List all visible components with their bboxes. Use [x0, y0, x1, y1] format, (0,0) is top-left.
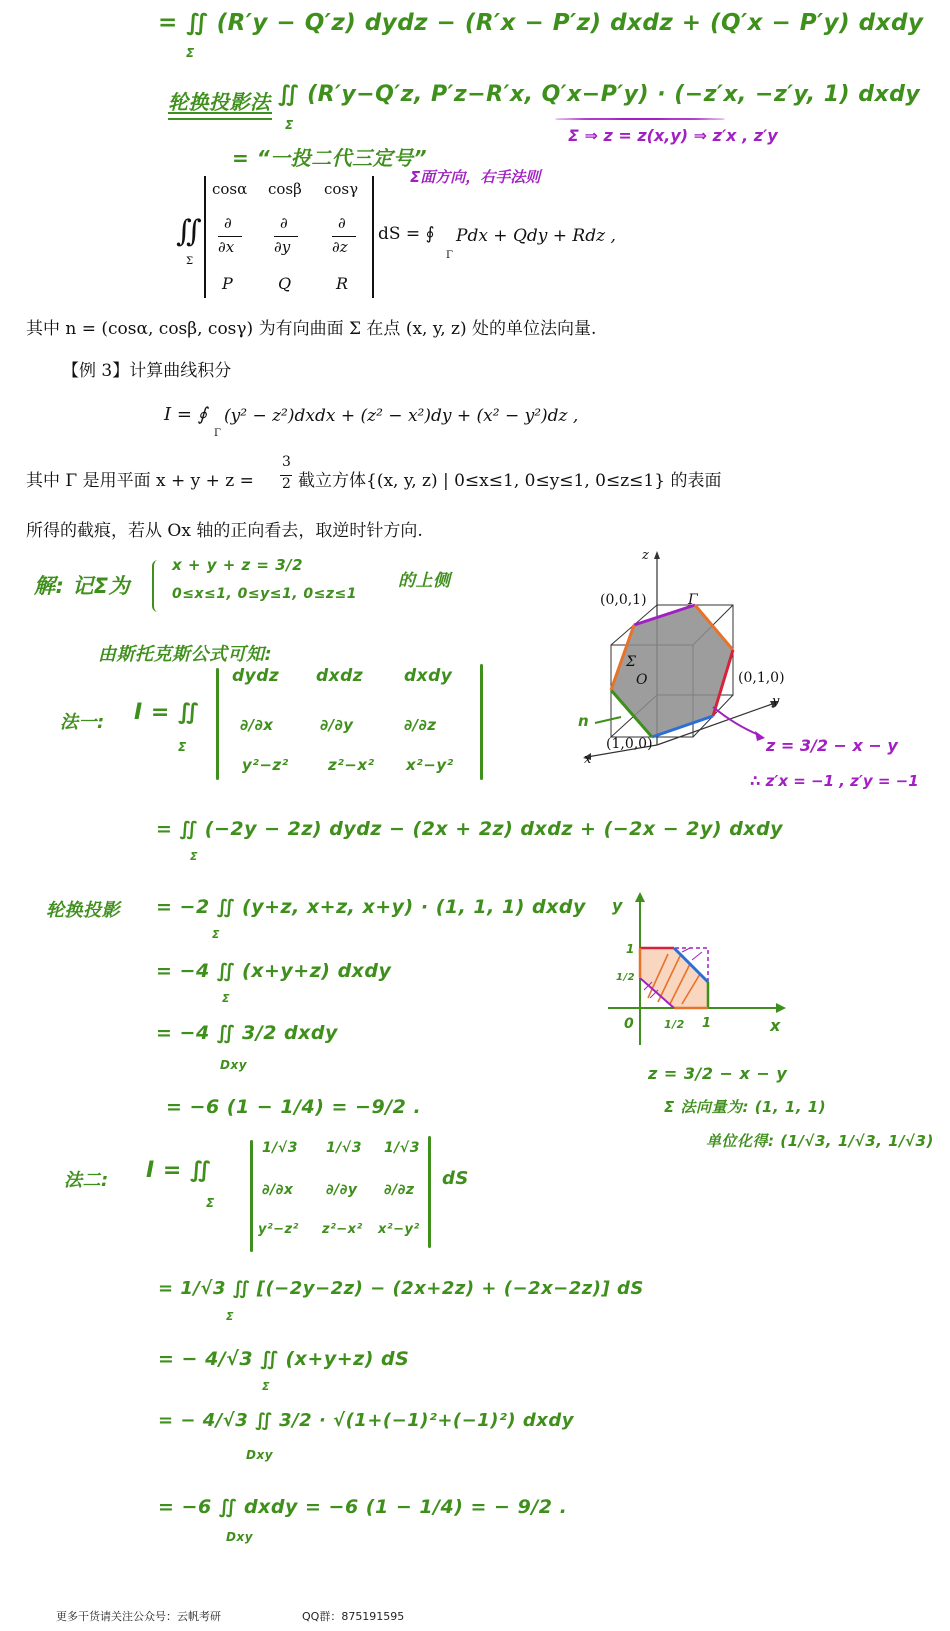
- stokes-frac-bar-x: [218, 236, 242, 237]
- m2-row1-c1: 1/√3: [262, 1140, 298, 1156]
- fig3d-p010: (0,1,0): [738, 670, 785, 686]
- m2-row1-c2: 1/√3: [326, 1140, 362, 1156]
- stokes-Q: Q: [278, 274, 292, 293]
- fig3d-x-label: x: [584, 752, 592, 767]
- method-2-I: I = ∬: [146, 1158, 211, 1183]
- m2-row3-c1: y²−z²: [258, 1222, 299, 1237]
- stokes-partial-num-x: ∂: [224, 214, 232, 232]
- m1-det-right: [480, 664, 483, 780]
- stokes-integral: ∬: [176, 214, 202, 249]
- stokes-partial-num-z: ∂: [338, 214, 346, 232]
- stokes-integral-sub: Σ: [186, 256, 194, 267]
- m2-row1-c3: 1/√3: [384, 1140, 420, 1156]
- proj-unit-line: 单位化得: (1/√3, 1/√3, 1/√3): [706, 1132, 934, 1150]
- example-title: 【例 3】计算曲线积分: [62, 361, 232, 381]
- stokes-partial-num-y: ∂: [280, 214, 288, 232]
- system-eq-2: 0≤x≤1, 0≤y≤1, 0≤z≤1: [172, 586, 358, 602]
- top-line-2-note: Σ ⇒ z = z(x,y) ⇒ z′x , z′y: [568, 126, 778, 145]
- step-1: = ∬ (−2y − 2z) dydz − (2x + 2z) dxdz + (−2x − 2y) dxdy: [156, 818, 784, 840]
- m2-det-left: [250, 1140, 253, 1252]
- proj-normal-line: Σ 法向量为: (1, 1, 1): [664, 1098, 827, 1116]
- top-line-1-sub: Σ: [186, 46, 195, 60]
- fig3d-origin: O: [636, 672, 648, 688]
- step-m2-3-sub: Dxy: [246, 1448, 274, 1462]
- step-5: = −6 (1 − 1/4) = −9/2 .: [166, 1096, 422, 1118]
- step-m2-4-sub: Dxy: [226, 1530, 254, 1544]
- step-4: = −4 ∬ 3/2 dxdy: [156, 1022, 338, 1044]
- z-axis-arrow: [654, 551, 660, 559]
- proj-x-arrow: [776, 1003, 786, 1013]
- section-hexagon: [611, 605, 733, 737]
- m1-row2-c2: ∂/∂y: [320, 716, 354, 734]
- solution-jie: 解: 记Σ为: [34, 574, 131, 598]
- system-brace: [152, 560, 162, 612]
- step-m2-2-sub: Σ: [262, 1380, 271, 1393]
- system-side: 的上侧: [398, 571, 451, 591]
- step-m2-4: = −6 ∬ dxdy = −6 (1 − 1/4) = − 9/2 .: [158, 1496, 568, 1518]
- stokes-P: P: [222, 274, 233, 293]
- step-2: = −2 ∬ (y+z, x+z, x+y) · (1, 1, 1) dxdy: [156, 896, 586, 918]
- method-2-sub: Σ: [206, 1196, 215, 1210]
- proj-y-label: y: [612, 896, 623, 915]
- m2-row2-c1: ∂/∂x: [262, 1182, 294, 1198]
- m1-row3-c2: z²−x²: [328, 756, 375, 774]
- method-1-label: 法一:: [60, 712, 105, 733]
- normal-arrow: [595, 717, 621, 723]
- m1-det-left: [216, 668, 219, 780]
- method-1-sub: Σ: [178, 740, 187, 754]
- stokes-rhs-tail: Pdx + Qdy + Rdz ,: [456, 226, 616, 246]
- formula-I-sub: Γ: [214, 428, 221, 439]
- step-m2-2: = − 4/√3 ∬ (x+y+z) dS: [158, 1348, 410, 1370]
- m1-row1-c3: dxdy: [404, 666, 453, 686]
- top-line-2-sub: Σ: [285, 118, 294, 132]
- m2-row2-c3: ∂/∂z: [384, 1182, 415, 1198]
- proj-one-y: 1: [626, 942, 635, 956]
- rotate-projection-label: 轮换投影法: [168, 90, 271, 114]
- fig3d-n-label: n: [578, 712, 590, 730]
- fig3d-partials: ∴ z′x = −1 , z′y = −1: [750, 772, 919, 790]
- proj-half-x: 1/2: [664, 1018, 685, 1031]
- stokes-line: 由斯托克斯公式可知:: [98, 644, 273, 665]
- frac-num: 3: [282, 454, 291, 470]
- system-eq-1: x + y + z = 3/2: [172, 556, 304, 574]
- fig3d-plane-eq: z = 3/2 − x − y: [766, 736, 898, 755]
- proj-plane-eq: z = 3/2 − x − y: [648, 1064, 788, 1083]
- fig3d-z-label: z: [642, 548, 649, 563]
- purple-underline: [555, 118, 725, 120]
- step-m2-3: = − 4/√3 ∬ 3/2 · √(1+(−1)²+(−1)²) dxdy: [158, 1410, 574, 1431]
- gamma-line-a: 其中 Γ 是用平面 x + y + z =: [26, 471, 254, 491]
- m1-row1-c1: dydz: [232, 666, 280, 686]
- method-2-label: 法二:: [64, 1170, 109, 1191]
- frac-den: 2: [282, 476, 291, 492]
- proj-one-x: 1: [702, 1016, 712, 1031]
- fig3d-sigma: Σ: [626, 654, 636, 670]
- stokes-det-right-bar: [372, 176, 374, 298]
- footer-left: 更多干货请关注公众号：云帆考研: [56, 1610, 221, 1623]
- proj-y-arrow: [635, 892, 645, 902]
- m2-row3-c2: z²−x²: [322, 1222, 363, 1237]
- method-1-I: I = ∬: [134, 700, 199, 725]
- fig3d-y-label: y: [772, 694, 780, 709]
- step-m2-1: = 1/√3 ∬ [(−2y−2z) − (2x+2z) + (−2x−2z)] dS: [158, 1278, 644, 1299]
- step-2-sub: Σ: [212, 928, 221, 941]
- plane-arrow-head: [755, 731, 765, 741]
- stokes-det-left-bar: [204, 176, 206, 298]
- stokes-cos-gamma: cosγ: [324, 180, 359, 198]
- step-3-sub: Σ: [222, 992, 231, 1005]
- stokes-partial-den-y: ∂y: [274, 238, 291, 256]
- m2-det-right: [428, 1136, 431, 1248]
- normal-vector-line: 其中 n = (cosα, cosβ, cosγ) 为有向曲面 Σ 在点 (x, y, z) 处的单位法向量.: [26, 319, 597, 339]
- stokes-R: R: [336, 274, 349, 293]
- stokes-cos-beta: cosβ: [268, 180, 302, 198]
- gamma-line-b: 截立方体{(x, y, z) | 0≤x≤1, 0≤y≤1, 0≤z≤1} 的表面: [298, 471, 722, 491]
- fig3d-p001: (0,0,1): [600, 592, 647, 608]
- step-1-sub: Σ: [190, 850, 199, 863]
- m1-row2-c1: ∂/∂x: [240, 716, 274, 734]
- step-3: = −4 ∬ (x+y+z) dxdy: [156, 960, 392, 982]
- top-line-2: ∬ (R′y−Q′z, P′z−R′x, Q′x−P′y) · (−z′x, −z′y, 1) dxdy: [278, 82, 921, 107]
- m1-row3-c3: x²−y²: [406, 756, 454, 774]
- stokes-rhs: dS = ∮: [378, 224, 435, 244]
- stokes-frac-bar-y: [274, 236, 298, 237]
- fig3d-gamma: Γ: [688, 592, 698, 608]
- proj-half-y: 1/2: [616, 972, 636, 983]
- stokes-partial-den-x: ∂x: [218, 238, 235, 256]
- m2-row2-c2: ∂/∂y: [326, 1182, 358, 1198]
- m1-row3-c1: y²−z²: [242, 756, 289, 774]
- proj-x-label: x: [770, 1016, 781, 1035]
- m1-row2-c3: ∂/∂z: [404, 716, 437, 734]
- stokes-partial-den-z: ∂z: [332, 238, 348, 256]
- fig3d-p100: (1,0,0): [606, 736, 653, 752]
- formula-I-tail: (y² − z²)dxdx + (z² − x²)dy + (x² − y²)dz ,: [224, 406, 579, 426]
- formula-I: I = ∮: [164, 404, 208, 425]
- top-line-3: = “一投二代三定号”: [232, 146, 427, 170]
- proj-zero: 0: [624, 1016, 635, 1032]
- stokes-cos-alpha: cosα: [212, 180, 248, 198]
- step-m2-1-sub: Σ: [226, 1310, 235, 1323]
- m2-ds: dS: [442, 1168, 469, 1189]
- step-4-sub: Dxy: [220, 1058, 248, 1072]
- stokes-frac-bar-z: [332, 236, 356, 237]
- rotate-label-underline-2: [168, 118, 272, 120]
- rotate-label-2: 轮换投影: [46, 900, 120, 921]
- m2-row3-c3: x²−y²: [378, 1222, 420, 1237]
- m1-row1-c2: dxdz: [316, 666, 364, 686]
- stokes-rhs-sub: Γ: [446, 250, 453, 261]
- gamma-line-2: 所得的截痕，若从 Ox 轴的正向看去，取逆时针方向.: [26, 521, 423, 541]
- footer-right: QQ群：875191595: [302, 1610, 405, 1623]
- stokes-note: Σ面方向，右手法则: [410, 168, 541, 186]
- rotate-label-underline: [168, 112, 272, 114]
- top-line-1: = ∬ (R′y − Q′z) dydz − (R′x − P′z) dxdz + (Q′x − P′y) dxdy: [158, 10, 924, 36]
